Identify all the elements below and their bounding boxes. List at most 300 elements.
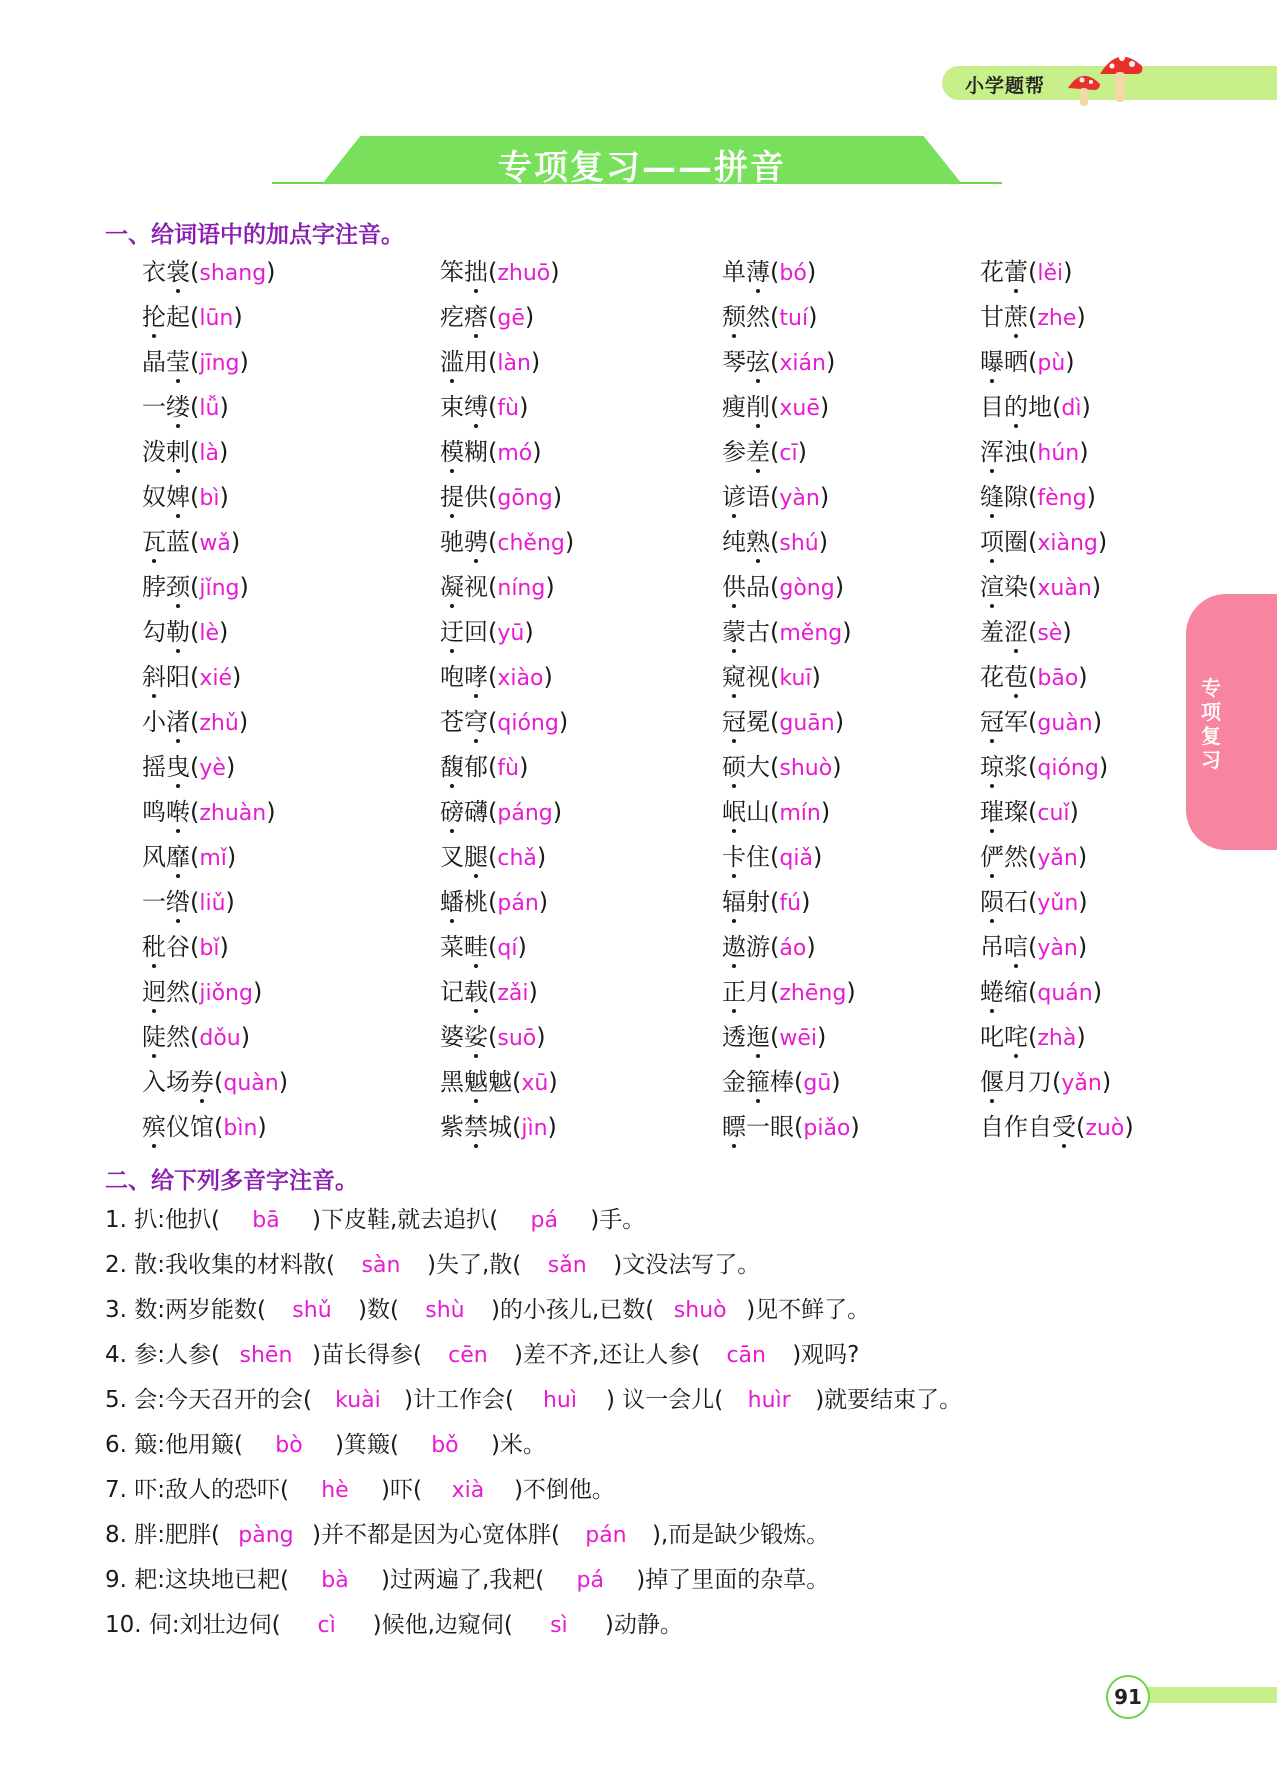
- word-text: 地: [1028, 393, 1052, 421]
- pinyin-answer: yǎn: [1061, 1071, 1102, 1096]
- word-text: 城: [488, 1113, 512, 1141]
- word-item: [142, 347, 249, 379]
- word-text: 冕: [746, 708, 770, 736]
- pinyin-answer: bìn: [223, 1116, 258, 1141]
- close-paren: ): [538, 888, 549, 916]
- word-item: [980, 1022, 1086, 1054]
- word-item: [722, 1112, 860, 1144]
- close-paren: ): [1097, 528, 1108, 556]
- close-paren: ): [239, 348, 249, 376]
- word-item: [142, 1112, 267, 1144]
- pinyin-answer: gòng: [779, 576, 835, 601]
- close-paren: ): [239, 573, 249, 601]
- open-paren: (: [488, 798, 498, 826]
- word-item: [722, 662, 821, 694]
- close-paren: ): [820, 798, 831, 826]
- close-paren: ): [818, 528, 829, 556]
- pinyin-answer: fù: [497, 756, 520, 781]
- word-text: 染: [1004, 573, 1028, 601]
- close-paren: ): [558, 708, 569, 736]
- close-paren: ): [1076, 303, 1086, 331]
- open-paren: (: [488, 888, 498, 916]
- word-text: 谷: [166, 933, 190, 961]
- close-paren: ): [238, 708, 249, 736]
- dotted-char: 唁: [1004, 933, 1028, 961]
- pinyin-answer: shuò: [673, 1298, 727, 1323]
- word-item: [722, 302, 817, 334]
- open-paren: (: [770, 528, 780, 556]
- open-paren: (: [190, 393, 200, 421]
- word-text: 然: [1004, 843, 1028, 871]
- close-paren: ): [528, 978, 538, 1006]
- word-text: 古: [746, 618, 770, 646]
- word-text: 疙: [440, 303, 464, 331]
- word-text: 蓝: [166, 528, 190, 556]
- word-item: [722, 1022, 826, 1054]
- close-paren: ): [806, 258, 817, 286]
- pinyin-answer: qí: [497, 936, 518, 961]
- word-item: [980, 707, 1102, 739]
- open-paren: (: [770, 708, 780, 736]
- dotted-char: 骋: [464, 528, 488, 556]
- word-item: [142, 932, 229, 964]
- open-paren: (: [1028, 798, 1038, 826]
- word-item: [142, 1022, 250, 1054]
- close-paren: ): [536, 1023, 546, 1051]
- word-item: [440, 662, 553, 694]
- close-paren: ): [266, 258, 276, 286]
- word-text: 大: [746, 753, 770, 781]
- open-paren: (: [190, 933, 200, 961]
- word-text: 驰: [440, 528, 464, 556]
- pinyin-answer: quàn: [223, 1071, 279, 1096]
- word-text: 糊: [464, 438, 488, 466]
- pinyin-answer: sè: [1037, 621, 1063, 646]
- dotted-char: 啭: [166, 798, 190, 826]
- question-text: 7. 吓:敌人的恐吓(: [105, 1477, 289, 1503]
- dotted-char: 蕾: [1004, 258, 1028, 286]
- word-item: [980, 572, 1101, 604]
- dotted-char: 缚: [464, 393, 488, 421]
- word-text: 石: [1004, 888, 1028, 916]
- word-item: [980, 302, 1086, 334]
- pinyin-answer: dì: [1061, 396, 1082, 421]
- open-paren: (: [770, 393, 780, 421]
- word-text: 浆: [1004, 753, 1028, 781]
- word-text: 叱: [980, 1023, 1004, 1051]
- section1-heading: 一、给词语中的加点字注音。: [105, 222, 404, 248]
- word-text: 婆: [440, 1023, 464, 1051]
- word-item: [142, 1067, 288, 1099]
- close-paren: ): [1077, 933, 1088, 961]
- question-text: 8. 胖:肥胖(: [105, 1522, 220, 1548]
- dotted-char: 蟠: [440, 888, 464, 916]
- dotted-char: 窥: [722, 663, 746, 691]
- pinyin-answer: bò: [275, 1433, 303, 1458]
- pinyin-answer: zhuàn: [199, 801, 267, 826]
- close-paren: ): [252, 978, 263, 1006]
- question-text: )观吗?: [792, 1342, 860, 1368]
- question-line: [105, 1340, 859, 1371]
- word-item: [980, 482, 1096, 514]
- dotted-char: 缝: [980, 483, 1004, 511]
- pinyin-answer: dǒu: [199, 1026, 241, 1051]
- pinyin-answer: měng: [779, 621, 843, 646]
- word-item: [722, 797, 830, 829]
- word-item: [440, 302, 534, 334]
- dotted-char: 遨: [722, 933, 746, 961]
- open-paren: (: [1028, 438, 1038, 466]
- pinyin-answer: piǎo: [803, 1116, 851, 1141]
- word-item: [440, 572, 555, 604]
- dotted-char: 曝: [980, 348, 1004, 376]
- word-text: 游: [746, 933, 770, 961]
- pinyin-answer: cī: [779, 441, 798, 466]
- question-text: 10. 伺:刘壮边伺(: [105, 1612, 281, 1638]
- word-text: 瘦: [722, 393, 746, 421]
- word-text: 住: [746, 843, 770, 871]
- close-paren: ): [819, 483, 830, 511]
- word-text: 隙: [1004, 483, 1028, 511]
- side-tab-char: 专: [1201, 676, 1221, 700]
- question-line: [105, 1610, 683, 1641]
- word-item: [142, 707, 248, 739]
- word-text: 束: [440, 393, 464, 421]
- open-paren: (: [190, 753, 200, 781]
- open-paren: (: [1028, 258, 1038, 286]
- word-text: 风: [142, 843, 166, 871]
- open-paren: (: [190, 843, 200, 871]
- pinyin-answer: zhuō: [497, 261, 551, 286]
- close-paren: ): [797, 438, 807, 466]
- pinyin-answer: xiào: [497, 666, 544, 691]
- pinyin-answer: áo: [779, 936, 807, 961]
- pinyin-answer: pá: [530, 1208, 558, 1233]
- dotted-char: 瓦: [142, 528, 166, 556]
- word-item: [722, 842, 822, 874]
- word-text: 花: [980, 258, 1004, 286]
- question-text: )见不鲜了。: [746, 1297, 871, 1323]
- pinyin-answer: chěng: [497, 531, 565, 556]
- word-text: 郁: [464, 753, 488, 781]
- dotted-char: 蒙: [722, 618, 746, 646]
- word-item: [722, 347, 835, 379]
- dotted-char: 偃: [980, 1068, 1004, 1096]
- open-paren: (: [770, 258, 780, 286]
- close-paren: ): [519, 753, 529, 781]
- dotted-char: 勒: [166, 618, 190, 646]
- close-paren: ): [1101, 1068, 1112, 1096]
- word-item: [722, 1067, 841, 1099]
- word-text: 璨: [1004, 798, 1028, 826]
- close-paren: ): [218, 438, 229, 466]
- pinyin-answer: yè: [199, 756, 226, 781]
- word-item: [142, 302, 243, 334]
- word-text: 浊: [1004, 438, 1028, 466]
- open-paren: (: [1028, 843, 1038, 871]
- pinyin-answer: qióng: [1037, 756, 1099, 781]
- close-paren: ): [219, 483, 229, 511]
- word-text: 小: [142, 708, 166, 736]
- close-paren: ): [1069, 798, 1079, 826]
- close-paren: ): [806, 933, 816, 961]
- word-text: 军: [1004, 708, 1028, 736]
- word-item: [722, 752, 842, 784]
- pinyin-answer: xiàng: [1037, 531, 1098, 556]
- close-paren: ): [550, 258, 560, 286]
- open-paren: (: [488, 663, 498, 691]
- word-text: 山: [746, 798, 770, 826]
- pinyin-answer: xuē: [779, 396, 820, 421]
- pinyin-answer: xū: [521, 1071, 549, 1096]
- pinyin-answer: shú: [779, 531, 819, 556]
- dotted-char: 券: [190, 1068, 214, 1096]
- word-item: [440, 1112, 557, 1144]
- dotted-char: 瞟: [722, 1113, 746, 1141]
- word-text: 视: [746, 663, 770, 691]
- word-text: 缩: [1004, 978, 1028, 1006]
- word-text: 单: [722, 258, 746, 286]
- dotted-char: 项: [980, 528, 1004, 556]
- word-text: 语: [746, 483, 770, 511]
- question-text: 2. 散:我收集的材料散(: [105, 1252, 335, 1278]
- word-item: [440, 887, 548, 919]
- question-text: )的小孩儿,已数(: [490, 1297, 655, 1323]
- question-text: 9. 耙:这块地已耙(: [105, 1567, 289, 1593]
- word-item: [440, 842, 546, 874]
- dotted-char: 娑: [464, 1023, 488, 1051]
- word-item: [980, 257, 1073, 289]
- dotted-char: 卡: [722, 843, 746, 871]
- word-item: [142, 392, 229, 424]
- word-item: [722, 887, 810, 919]
- dotted-char: 畦: [464, 933, 488, 961]
- word-item: [980, 887, 1088, 919]
- question-text: )手。: [590, 1207, 646, 1233]
- open-paren: (: [488, 933, 498, 961]
- question-line: [105, 1520, 829, 1551]
- dotted-char: 涩: [1004, 618, 1028, 646]
- close-paren: ): [517, 933, 527, 961]
- open-paren: (: [190, 663, 200, 691]
- open-paren: (: [488, 393, 498, 421]
- close-paren: ): [817, 1023, 827, 1051]
- word-text: 金: [722, 1068, 746, 1096]
- word-item: [142, 437, 228, 469]
- pinyin-answer: cuǐ: [1037, 801, 1070, 826]
- close-paren: ): [808, 303, 818, 331]
- question-text: 1. 扒:他扒(: [105, 1207, 220, 1233]
- close-paren: ): [812, 843, 823, 871]
- close-paren: ): [552, 483, 563, 511]
- pinyin-answer: xián: [779, 351, 826, 376]
- close-paren: ): [1063, 258, 1073, 286]
- word-item: [440, 1022, 546, 1054]
- pinyin-answer: jìn: [521, 1116, 548, 1141]
- dotted-char: 谚: [722, 483, 746, 511]
- dotted-char: 迤: [746, 1023, 770, 1051]
- close-paren: ): [543, 663, 553, 691]
- dotted-char: 禁: [464, 1113, 488, 1141]
- pinyin-answer: gū: [803, 1071, 832, 1096]
- word-item: [142, 617, 228, 649]
- dotted-char: 熟: [746, 528, 770, 556]
- dotted-char: 迥: [142, 978, 166, 1006]
- open-paren: (: [190, 978, 200, 1006]
- open-paren: (: [190, 618, 200, 646]
- question-text: )文没法写了。: [613, 1252, 761, 1278]
- question-line: [105, 1295, 870, 1326]
- pinyin-answer: chǎ: [497, 846, 537, 871]
- dotted-char: 载: [464, 978, 488, 1006]
- word-text: 花: [980, 663, 1004, 691]
- close-paren: ): [825, 348, 836, 376]
- word-text: 圈: [1004, 528, 1028, 556]
- pinyin-answer: zhe: [1037, 306, 1077, 331]
- section2-heading: 二、给下列多音字注音。: [105, 1168, 358, 1194]
- question-text: )计工作会(: [403, 1387, 514, 1413]
- dotted-char: 正: [722, 978, 746, 1006]
- pinyin-answer: bā: [252, 1208, 280, 1233]
- pinyin-answer: cān: [726, 1343, 766, 1368]
- word-text: 一: [142, 888, 166, 916]
- close-paren: ): [846, 978, 856, 1006]
- pinyin-answer: hún: [1037, 441, 1080, 466]
- page-number: 91: [1106, 1675, 1150, 1719]
- dotted-char: 婢: [166, 483, 190, 511]
- pinyin-answer: yū: [497, 621, 525, 646]
- close-paren: ): [536, 843, 547, 871]
- word-item: [440, 347, 540, 379]
- dotted-char: 苞: [1004, 663, 1028, 691]
- word-text: 脖: [142, 573, 166, 601]
- word-item: [142, 797, 276, 829]
- pinyin-answer: bāo: [1037, 666, 1079, 691]
- open-paren: (: [488, 483, 498, 511]
- pinyin-answer: páng: [497, 801, 553, 826]
- word-item: [440, 257, 560, 289]
- pinyin-answer: liǔ: [199, 891, 226, 916]
- close-paren: ): [1078, 888, 1088, 916]
- pinyin-answer: mó: [497, 441, 533, 466]
- pinyin-answer: yǔn: [1037, 891, 1079, 916]
- side-tab-char: 项: [1201, 700, 1221, 724]
- close-paren: ): [832, 753, 842, 781]
- dotted-char: 颈: [166, 573, 190, 601]
- close-paren: ): [233, 303, 243, 331]
- open-paren: (: [1052, 1068, 1062, 1096]
- pinyin-answer: mǐ: [199, 846, 227, 871]
- question-text: )数(: [357, 1297, 399, 1323]
- question-line: [105, 1565, 829, 1596]
- pinyin-answer: shù: [425, 1298, 465, 1323]
- close-paren: ): [278, 1068, 289, 1096]
- dotted-char: 抡: [142, 303, 166, 331]
- word-item: [722, 257, 816, 289]
- dotted-char: 提: [440, 483, 464, 511]
- open-paren: (: [770, 843, 780, 871]
- word-text: 透: [722, 1023, 746, 1051]
- open-paren: (: [794, 1068, 804, 1096]
- pinyin-answer: fèng: [1037, 486, 1087, 511]
- word-item: [440, 797, 562, 829]
- word-item: [440, 527, 574, 559]
- word-text: 咆: [440, 663, 464, 691]
- open-paren: (: [488, 348, 498, 376]
- word-item: [980, 617, 1072, 649]
- word-text: 视: [464, 573, 488, 601]
- dotted-char: 箍: [746, 1068, 770, 1096]
- close-paren: ): [819, 393, 830, 421]
- word-text: 回: [464, 618, 488, 646]
- pinyin-answer: fù: [497, 396, 520, 421]
- open-paren: (: [770, 348, 780, 376]
- pinyin-answer: pù: [1037, 351, 1066, 376]
- pinyin-answer: pán: [585, 1523, 627, 1548]
- word-text: 然: [166, 978, 190, 1006]
- pinyin-answer: shēn: [239, 1343, 293, 1368]
- pinyin-answer: suō: [497, 1026, 537, 1051]
- open-paren: (: [770, 618, 780, 646]
- close-paren: ): [834, 573, 845, 601]
- word-text: 桃: [464, 888, 488, 916]
- pinyin-answer: pá: [576, 1568, 604, 1593]
- close-paren: ): [552, 798, 563, 826]
- open-paren: (: [488, 843, 498, 871]
- close-paren: ): [230, 528, 241, 556]
- open-paren: (: [190, 258, 200, 286]
- dotted-char: 磅: [440, 798, 464, 826]
- pinyin-answer: yǎn: [1037, 846, 1078, 871]
- close-paren: ): [1062, 618, 1072, 646]
- word-item: [722, 707, 844, 739]
- dotted-char: 浑: [980, 438, 1004, 466]
- open-paren: (: [512, 1113, 522, 1141]
- word-text: 吊: [980, 933, 1004, 961]
- pinyin-answer: lūn: [199, 306, 234, 331]
- close-paren: ): [226, 843, 237, 871]
- word-text: 摇: [142, 753, 166, 781]
- word-item: [440, 617, 534, 649]
- open-paren: (: [770, 663, 780, 691]
- dotted-char: 瘩: [464, 303, 488, 331]
- pinyin-answer: mín: [779, 801, 821, 826]
- pinyin-answer: xié: [199, 666, 233, 691]
- word-text: 黑: [440, 1068, 464, 1096]
- dotted-char: 冠: [980, 708, 1004, 736]
- question-text: 3. 数:两岁能数(: [105, 1297, 266, 1323]
- open-paren: (: [770, 438, 780, 466]
- pinyin-answer: shang: [199, 261, 267, 286]
- dotted-char: 薄: [746, 258, 770, 286]
- close-paren: ): [219, 393, 229, 421]
- close-paren: ): [842, 618, 852, 646]
- question-line: [105, 1430, 546, 1461]
- close-paren: ): [1081, 393, 1091, 421]
- open-paren: (: [1028, 708, 1038, 736]
- word-text: 魆: [488, 1068, 512, 1096]
- question-text: )差不齐,还让人参(: [513, 1342, 701, 1368]
- word-item: [722, 437, 807, 469]
- pinyin-answer: jīng: [199, 351, 240, 376]
- close-paren: ): [225, 753, 236, 781]
- open-paren: (: [512, 1068, 522, 1096]
- word-item: [980, 977, 1102, 1009]
- dotted-char: 滥: [440, 348, 464, 376]
- dotted-char: 穹: [464, 708, 488, 736]
- word-item: [980, 797, 1079, 829]
- pinyin-answer: kuī: [779, 666, 812, 691]
